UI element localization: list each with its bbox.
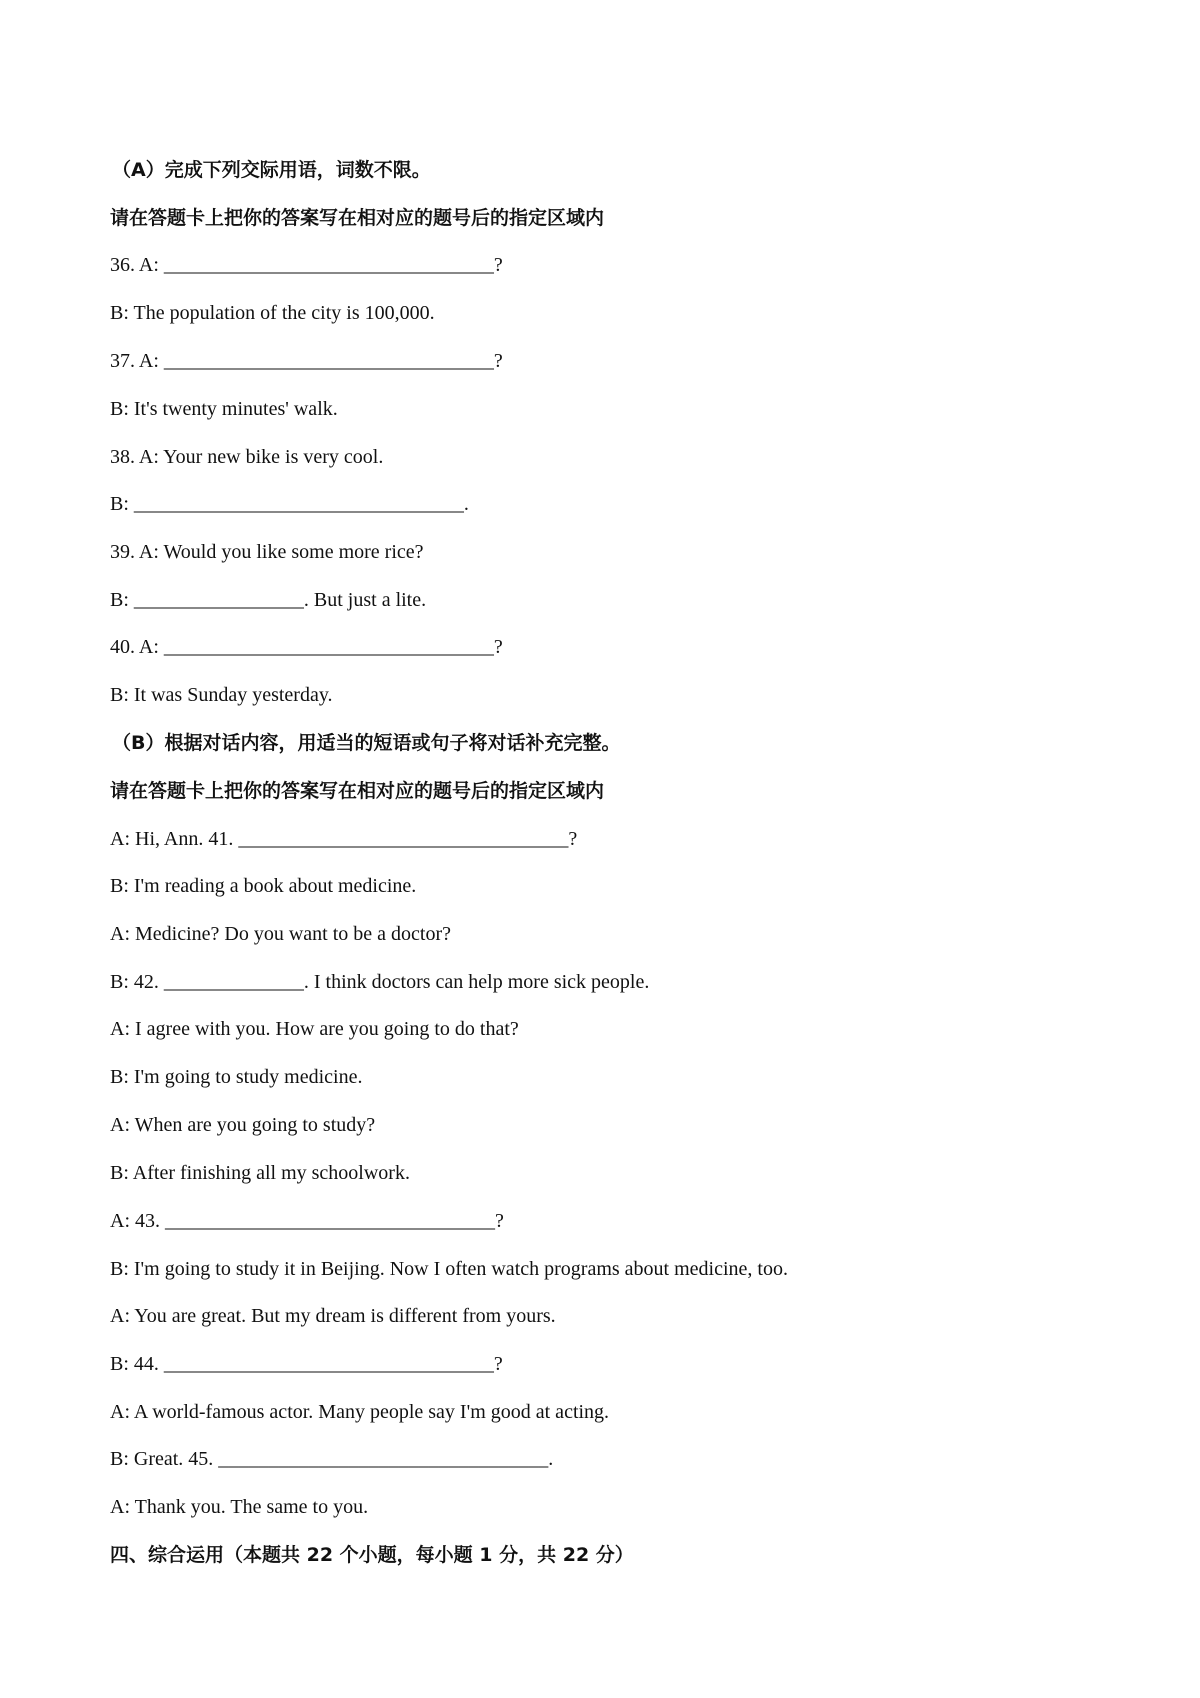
dialogue-line: A: 43. _________________________________? <box>110 1210 504 1232</box>
question-40-a: 40. A: _________________________________? <box>110 636 503 658</box>
question-38-a: 38. A: Your new bike is very cool. <box>110 446 384 468</box>
dialogue-line: A: Thank you. The same to you. <box>110 1496 369 1518</box>
question-37-b: B: It's twenty minutes' walk. <box>110 398 338 420</box>
dialogue-line: A: Hi, Ann. 41. _________________________________? <box>110 828 578 850</box>
dialogue-line: A: When are you going to study? <box>110 1114 376 1136</box>
question-39-b: B: _________________. But just a lite. <box>110 589 427 611</box>
question-36-b: B: The population of the city is 100,000. <box>110 302 435 324</box>
dialogue-line: A: You are great. But my dream is different from yours. <box>110 1305 556 1327</box>
question-40-b: B: It was Sunday yesterday. <box>110 684 333 706</box>
dialogue-line: B: I'm reading a book about medicine. <box>110 875 417 897</box>
question-38-b: B: _________________________________. <box>110 493 469 515</box>
dialogue-line: B: 44. _________________________________? <box>110 1353 503 1375</box>
dialogue-line: B: After finishing all my schoolwork. <box>110 1162 410 1184</box>
dialogue-line: B: I'm going to study medicine. <box>110 1066 363 1088</box>
dialogue-line: A: A world-famous actor. Many people say I'm good at acting. <box>110 1401 610 1423</box>
section-b-instruction: 请在答题卡上把你的答案写在相对应的题号后的指定区域内 <box>110 780 605 802</box>
dialogue-line: A: Medicine? Do you want to be a doctor? <box>110 923 452 945</box>
dialogue-line: B: Great. 45. _________________________________. <box>110 1448 554 1470</box>
question-36-a: 36. A: _________________________________? <box>110 254 503 276</box>
section-a-instruction: 请在答题卡上把你的答案写在相对应的题号后的指定区域内 <box>110 207 605 229</box>
dialogue-line: A: I agree with you. How are you going to do that? <box>110 1018 519 1040</box>
dialogue-line: B: I'm going to study it in Beijing. Now I often watch programs about medicine, too. <box>110 1258 788 1280</box>
section-four-title: 四、综合运用（本题共 22 个小题，每小题 1 分，共 22 分） <box>110 1544 634 1566</box>
section-a-title: （A）完成下列交际用语，词数不限。 <box>112 159 431 181</box>
section-b-title: （B）根据对话内容，用适当的短语或句子将对话补充完整。 <box>112 732 621 754</box>
question-39-a: 39. A: Would you like some more rice? <box>110 541 424 563</box>
question-37-a: 37. A: _________________________________? <box>110 350 503 372</box>
dialogue-line: B: 42. ______________. I think doctors can help more sick people. <box>110 971 650 993</box>
